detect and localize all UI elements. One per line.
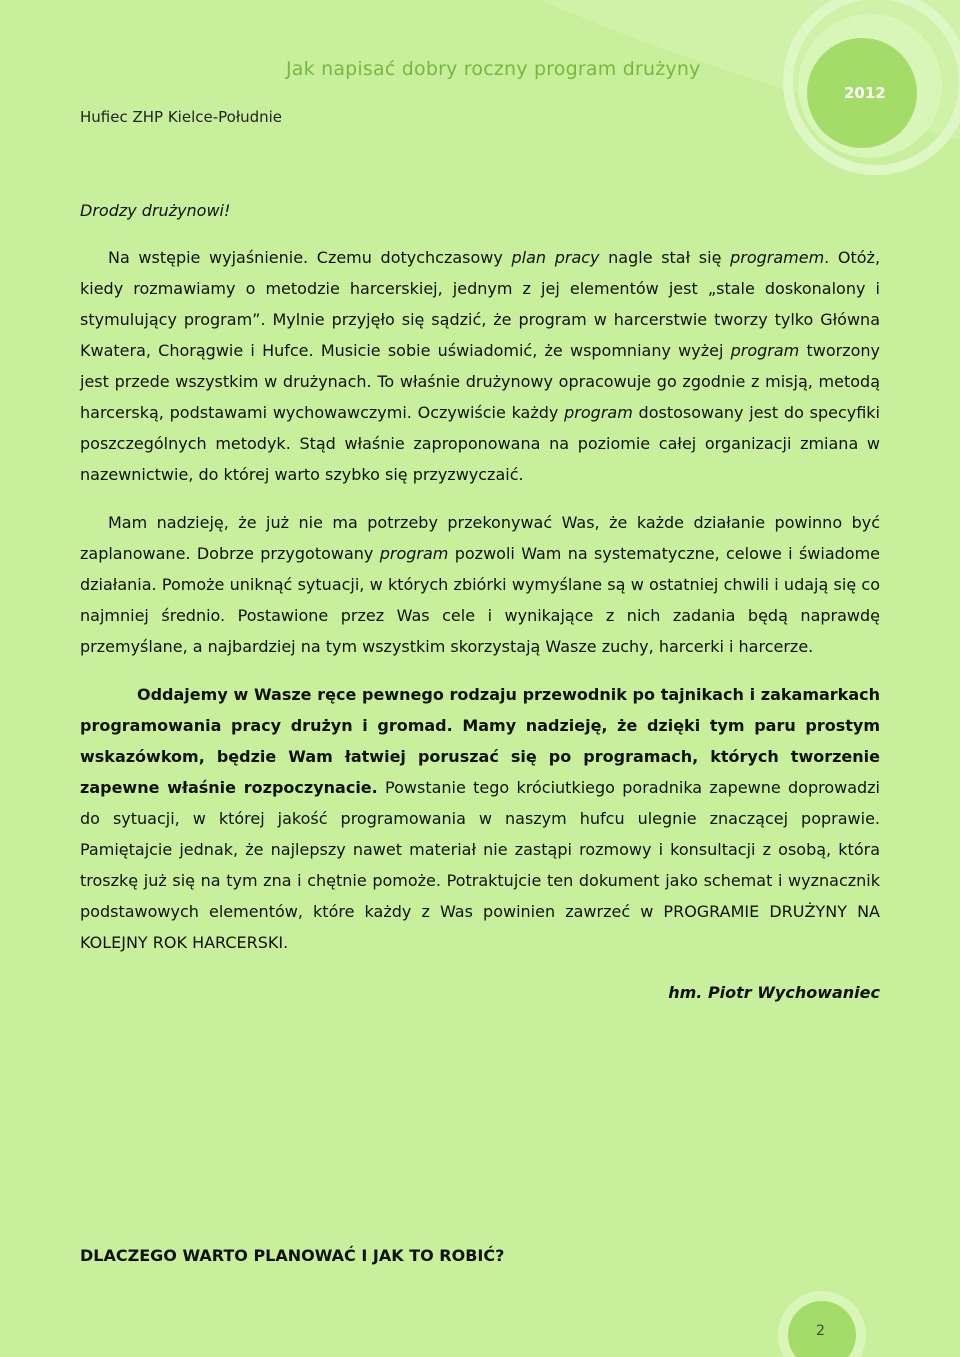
emphasis: program — [379, 544, 449, 563]
emphasis: program — [730, 341, 800, 360]
text: tworzony jest przede wszystkim w drużynach. To właśnie drużynowy opracowuje go zgodnie z misją, metodą harcerską, podstawami wychowawczymi. Oczywiście każdy — [80, 341, 881, 422]
emphasis: program — [564, 403, 633, 422]
paragraph-introduction — [80, 242, 880, 490]
text: Na wstępie wyjaśnienie. Czemu dotychczasowy — [108, 248, 512, 267]
page-number: 2 — [816, 1323, 825, 1339]
section-heading: DLACZEGO WARTO PLANOWAĆ I JAK TO ROBIĆ? — [80, 1246, 505, 1265]
paragraph-guide — [80, 679, 880, 958]
text: nagle stał się — [599, 248, 731, 267]
year-badge: 2012 — [844, 84, 886, 102]
text: pozwoli Wam na systematyczne, celowe i świadome działania. Pomoże uniknąć sytuacji, w których zbiórki wymyślane są w ostatniej chwili i udają się co najmniej średnio. Postawione przez Was cele i wynikające z nich zadania będą naprawdę przemyślane, a najbardziej na tym wszystkim skorzystają Wasze zuchy, harcerki i harcerze. — [80, 544, 881, 656]
organization-name: Hufiec ZHP Kielce-Południe — [80, 108, 283, 126]
text: dostosowany jest do specyfiki poszczególnych metodyk. Stąd właśnie zaproponowana na poziomie całej organizacji zmiana w nazewnictwie, do której warto szybko się przyzwyczaić. — [80, 403, 881, 484]
text: Mam nadzieję, że już nie ma potrzeby przekonywać Was, że każde działanie powinno być zaplanowane. Dobrze przygotowany — [80, 513, 880, 563]
emphasis: programem — [730, 248, 825, 267]
text: Powstanie tego króciutkiego poradnika zapewne doprowadzi do sytuacji, w której jakość programowania w naszym hufcu ulegnie znaczącej poprawie. Pamiętajcie jednak, że najlepszy nawet materiał nie zastąpi rozmowy i konsultacji z osobą, która troszkę już się na tym zna i chętnie pomoże. Potraktujcie ten dokument jako schemat i wyznacznik podstawowych elementów, które każdy z Was powinien zawrzeć w PROGRAMIE DRUŻYNY NA KOLEJNY ROK HARCERSKI. — [80, 778, 880, 952]
document-title: Jak napisać dobry roczny program drużyny — [286, 58, 701, 80]
text: . Otóż, kiedy rozmawiamy o metodzie harcerskiej, jednym z jej elementów jest „stale doskonalony i stymulujący program”. Mylnie przyjęło się sądzić, że program w harcerstwie tworzy tylko Główna Kwatera, Chorągwie i Hufce. Musicie sobie uświadomić, że wspomniany wyżej — [80, 248, 881, 360]
bold-text: Oddajemy w Wasze ręce pewnego rodzaju przewodnik po tajnikach i zakamarkach programowania pracy drużyn i gromad. Mamy nadzieję, że dzięki tym paru prostym wskazówkom, będzie Wam łatwiej poruszać się po programach, których tworzenie zapewne właśnie rozpoczynacie. — [80, 685, 880, 797]
emphasis: plan pracy — [511, 248, 600, 267]
letter-body — [80, 195, 880, 975]
greeting: Drodzy drużynowi! — [80, 201, 231, 220]
signature: hm. Piotr Wychowaniec — [668, 983, 880, 1002]
paragraph-planning — [80, 507, 880, 662]
